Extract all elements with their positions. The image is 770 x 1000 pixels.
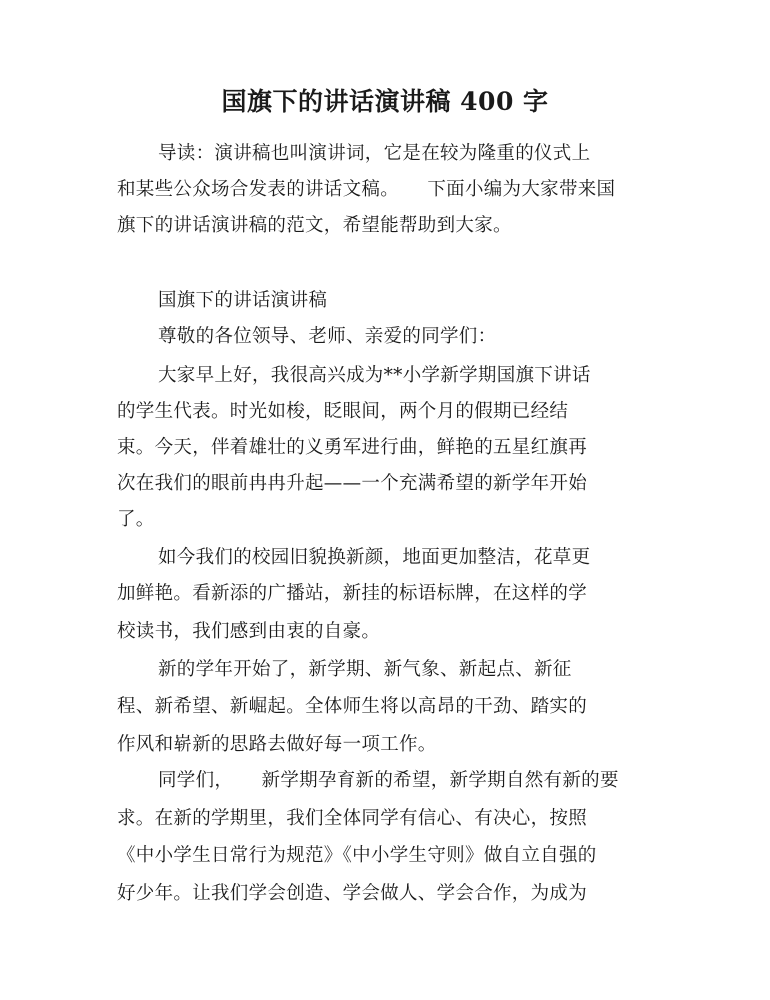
text-line: 束。今天，伴着雄壮的义勇军进行曲，鲜艳的五星红旗再: [117, 437, 588, 458]
text-line: 求。在新的学期里，我们全体同学有信心、有决心，按照: [117, 808, 588, 829]
text-line: 如今我们的校园旧貌换新颜，地面更加整洁，花草更: [158, 547, 591, 568]
text-line: 加鲜艳。看新添的广播站，新挂的标语标牌，在这样的学: [117, 583, 588, 604]
text-line: 《中小学生日常行为规范》《中小学生守则》做自立自强的: [117, 845, 597, 866]
text-line: 校读书，我们感到由衷的自豪。: [117, 621, 381, 642]
section-heading: 国旗下的讲话演讲稿: [158, 290, 328, 311]
text-line: 了。: [117, 509, 155, 530]
text-line: 和某些公众场合发表的讲话文稿。 下面小编为大家带来国: [117, 179, 616, 200]
text-line: 新的学年开始了，新学期、新气象、新起点、新征: [158, 659, 572, 680]
text-line: 大家早上好，我很高兴成为**小学新学期国旗下讲话: [158, 365, 591, 386]
text-line: 同学们， 新学期孕育新的希望，新学期自然有新的要: [158, 770, 619, 791]
text-line: 旗下的讲话演讲稿的范文，希望能帮助到大家。: [117, 215, 512, 236]
text-line: 程、新希望、新崛起。全体师生将以高昂的干劲、踏实的: [117, 696, 588, 717]
text-line: 导读：演讲稿也叫演讲词，它是在较为隆重的仪式上: [158, 143, 591, 164]
page-title: 国旗下的讲话演讲稿 400 字: [221, 87, 549, 116]
salutation: 尊敬的各位领导、老师、亲爱的同学们：: [158, 326, 497, 347]
text-line: 好少年。让我们学会创造、学会做人、学会合作，为成为: [117, 883, 588, 904]
text-line: 次在我们的眼前冉冉升起——一个充满希望的新学年开始: [117, 473, 588, 494]
text-line: 的学生代表。时光如梭，眨眼间，两个月的假期已经结: [117, 401, 569, 422]
text-line: 作风和崭新的思路去做好每一项工作。: [117, 734, 437, 755]
